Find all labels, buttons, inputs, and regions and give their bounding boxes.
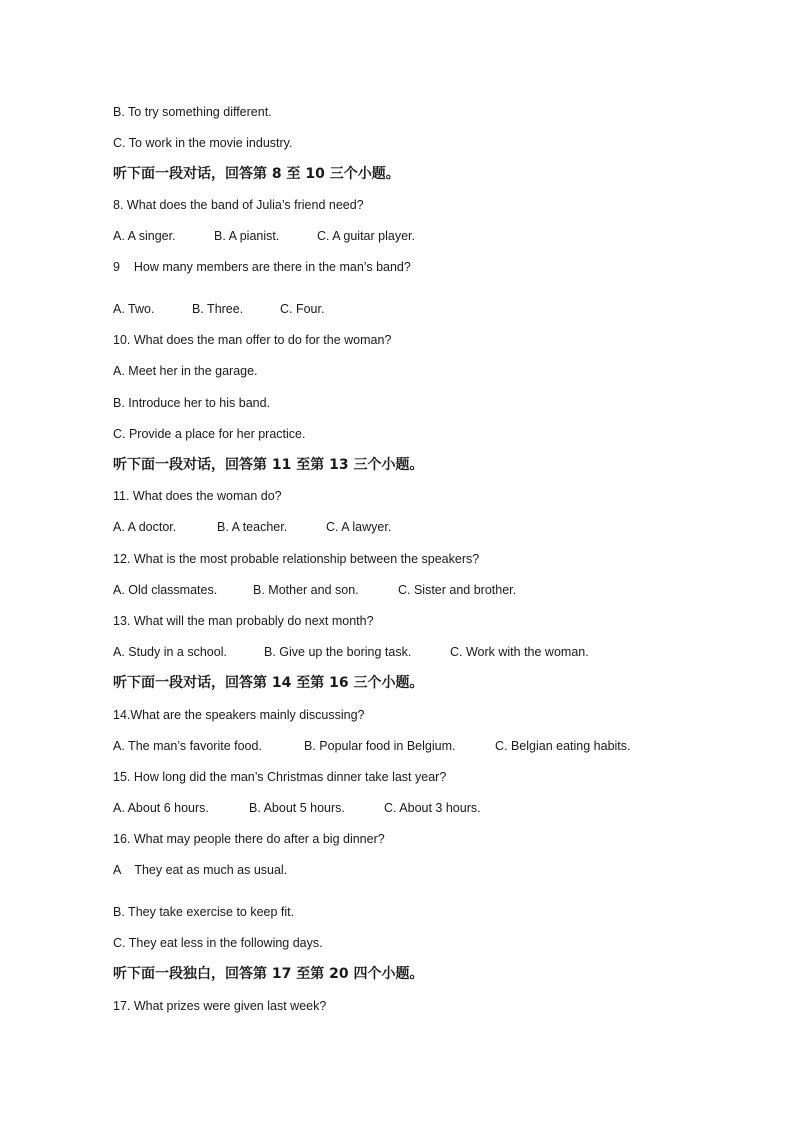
option-10a: A. Meet her in the garage. bbox=[113, 364, 258, 378]
section-heading-17-20: 听下面一段独白，回答第 17 至第 20 四个小题。 bbox=[113, 966, 424, 982]
section-heading-8-10: 听下面一段对话，回答第 8 至 10 三个小题。 bbox=[113, 166, 400, 182]
option-9b: B. Three. bbox=[192, 302, 244, 316]
section-heading-11-13: 听下面一段对话，回答第 11 至第 13 三个小题。 bbox=[113, 457, 424, 473]
option-11c: C. A lawyer. bbox=[326, 520, 392, 534]
option-15a: A. About 6 hours. bbox=[113, 801, 209, 815]
option-13c: C. Work with the woman. bbox=[450, 645, 589, 659]
option-8a: A. A singer. bbox=[113, 229, 176, 243]
option-14a: A. The man’s favorite food. bbox=[113, 739, 262, 753]
question-8: 8. What does the band of Julia’s friend need? bbox=[113, 198, 364, 212]
option-14b: B. Popular food in Belgium. bbox=[304, 739, 456, 753]
option-10c: C. Provide a place for her practice. bbox=[113, 427, 306, 441]
option-12b: B. Mother and son. bbox=[253, 583, 359, 597]
option-12c: C. Sister and brother. bbox=[398, 583, 517, 597]
option-12a: A. Old classmates. bbox=[113, 583, 218, 597]
section-heading-14-16: 听下面一段对话，回答第 14 至第 16 三个小题。 bbox=[113, 675, 424, 691]
option-10b: B. Introduce her to his band. bbox=[113, 396, 271, 410]
question-17: 17. What prizes were given last week? bbox=[113, 999, 327, 1013]
option-15b: B. About 5 hours. bbox=[249, 801, 345, 815]
option-11a: A. A doctor. bbox=[113, 520, 177, 534]
option-9a: A. Two. bbox=[113, 302, 155, 316]
question-16: 16. What may people there do after a big dinner? bbox=[113, 832, 385, 846]
option-16c: C. They eat less in the following days. bbox=[113, 936, 323, 950]
question-14: 14.What are the speakers mainly discussing? bbox=[113, 708, 365, 722]
question-11: 11. What does the woman do? bbox=[113, 489, 282, 503]
option-13a: A. Study in a school. bbox=[113, 645, 227, 659]
question-15: 15. How long did the man’s Christmas dinner take last year? bbox=[113, 770, 447, 784]
option-16b: B. They take exercise to keep fit. bbox=[113, 905, 295, 919]
option-15c: C. About 3 hours. bbox=[384, 801, 481, 815]
option-13b: B. Give up the boring task. bbox=[264, 645, 412, 659]
option-7c: C. To work in the movie industry. bbox=[113, 136, 293, 150]
question-13: 13. What will the man probably do next month? bbox=[113, 614, 374, 628]
option-11b: B. A teacher. bbox=[217, 520, 288, 534]
option-9c: C. Four. bbox=[280, 302, 325, 316]
question-9: 9 How many members are there in the man’s band? bbox=[113, 260, 411, 274]
question-12: 12. What is the most probable relationship between the speakers? bbox=[113, 552, 480, 566]
option-14c: C. Belgian eating habits. bbox=[495, 739, 631, 753]
option-8b: B. A pianist. bbox=[214, 229, 280, 243]
option-16a: A They eat as much as usual. bbox=[113, 863, 288, 877]
question-10: 10. What does the man offer to do for the woman? bbox=[113, 333, 392, 347]
option-7b: B. To try something different. bbox=[113, 105, 272, 119]
option-8c: C. A guitar player. bbox=[317, 229, 415, 243]
